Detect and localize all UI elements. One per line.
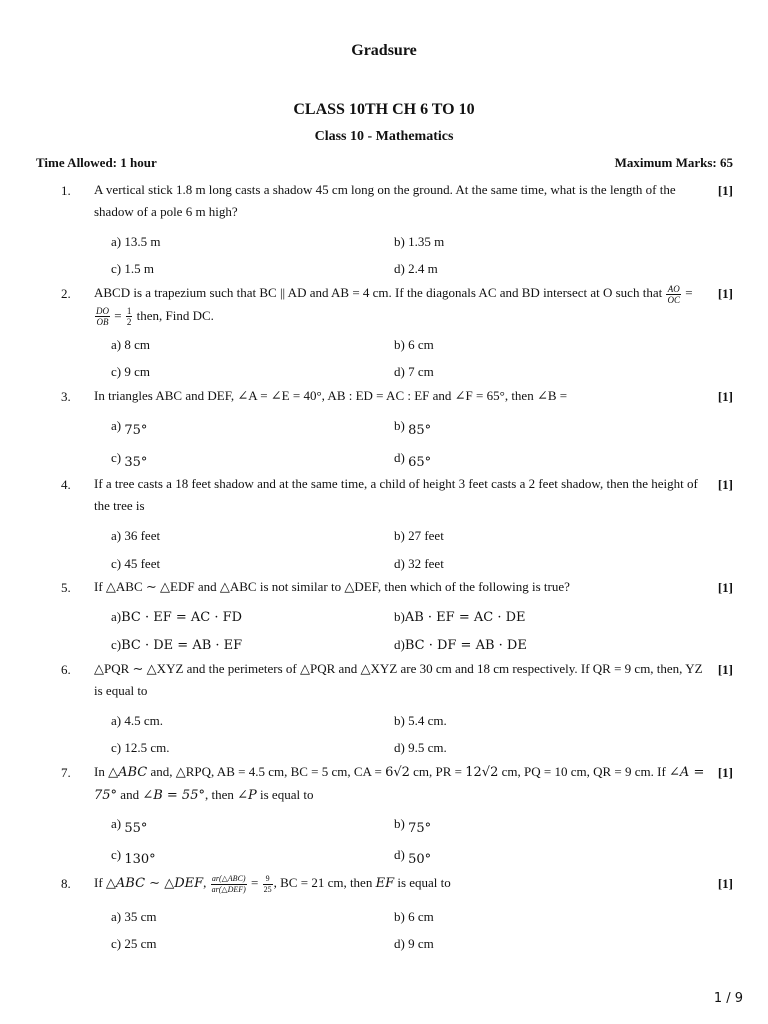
brand-name: Gradsure (351, 42, 417, 59)
option-d: d) 65° (394, 450, 432, 470)
option-a: a) 35 cm (111, 909, 157, 924)
question-marks: [1] (717, 286, 733, 301)
question-marks: [1] (717, 389, 733, 404)
question-number: 8. (61, 876, 71, 891)
option-c: c)BC · DE = AB · EF (111, 637, 243, 653)
option-b: b) 1.35 m (394, 234, 445, 249)
question-marks: [1] (717, 876, 733, 891)
question-text-post: then, Find DC. (136, 307, 214, 323)
fraction-nine-25: $\frac{9}{25}$ (263, 873, 272, 894)
question-text: ABCD is a trapezium such that BC || AD and AB = 4 cm. If the diagonals AC and BD intersect at O such that $\frac{AO}{OC}$ = $\frac{DO}{OB}$ = $\frac{1}{2}$ then, Find DC. (94, 283, 693, 328)
option-c: c) 12.5 cm. (111, 740, 170, 755)
option-b: b) 6 cm (394, 337, 434, 352)
time-allowed: Time Allowed: 1 hour (36, 155, 157, 170)
option-c: c) 130° (111, 847, 156, 867)
question-text-pre: ABCD is a trapezium such that BC || AD and AB = 4 cm. If the diagonals AC and BD intersect at O such that (94, 285, 663, 300)
option-c: c) 9 cm (111, 364, 150, 379)
question-marks: [1] (717, 183, 733, 198)
fraction-half: $\frac{1}{2}$ (126, 306, 132, 328)
option-d: d) 2.4 m (394, 261, 438, 276)
option-c: c) 35° (111, 450, 148, 470)
question-text: △PQR ∼ △XYZ and the perimeters of △PQR and △XYZ are 30 cm and 18 cm respectively. If QR = 9 cm, then, YZ is equal to (94, 661, 703, 698)
question-text: In triangles ABC and DEF, ∠A = ∠E = 40°, AB : ED = AC : EF and ∠F = 65°, then ∠B = (94, 388, 568, 403)
fraction-area-ratio: $\frac{\text{ar(△ABC)}}{\text{ar(△DEF)}}$ (211, 873, 246, 894)
maximum-marks: Maximum Marks: 65 (614, 155, 733, 170)
question-number: 1. (61, 183, 71, 198)
option-b: b) 85° (394, 418, 432, 438)
question-number: 7. (61, 765, 71, 780)
question-text: A vertical stick 1.8 m long casts a shadow 45 cm long on the ground. At the same time, what is the length of the shadow of a pole 6 m high? (94, 182, 676, 219)
option-a: a) 13.5 m (111, 234, 161, 249)
option-d: d) 9 cm (394, 936, 434, 951)
question-number: 2. (61, 286, 71, 301)
question-number: 4. (61, 477, 71, 492)
question-number: 6. (61, 662, 71, 677)
option-d: d)BC · DF = AB · DE (394, 637, 527, 653)
question-text: If △ABC ∼ △EDF and △ABC is not similar to △DEF, then which of the following is true? (94, 579, 570, 594)
option-d: d) 7 cm (394, 364, 434, 379)
option-c: c) 25 cm (111, 936, 157, 951)
option-c: c) 1.5 m (111, 261, 154, 276)
paper-subtitle: Class 10 - Mathematics (314, 129, 454, 144)
option-a: a) 8 cm (111, 337, 150, 352)
question-marks: [1] (717, 580, 733, 595)
option-b: b) 27 feet (394, 528, 444, 543)
option-d: d) 50° (394, 847, 432, 867)
question-number: 3. (61, 389, 71, 404)
page-number: 1 / 9 (713, 991, 743, 1006)
question-marks: [1] (717, 765, 733, 780)
question-text: If △ABC ∼ △DEF, $\frac{\text{ar(△ABC)}}{\text{ar(△DEF)}}$ = $\frac{9}{25}$ , BC = 21 cm, then EF is equal to (94, 873, 451, 894)
option-d: d) 9.5 cm. (394, 740, 447, 755)
paper-title: CLASS 10TH CH 6 TO 10 (293, 101, 475, 118)
option-b: b) 75° (394, 816, 432, 836)
question-marks: [1] (717, 662, 733, 677)
option-b: b) 5.4 cm. (394, 713, 447, 728)
option-a: a) 4.5 cm. (111, 713, 163, 728)
fraction-ao-oc: $\frac{AO}{OC}$ (667, 283, 680, 305)
option-a: a)BC · EF = AC · FD (111, 609, 243, 625)
question-marks: [1] (717, 477, 733, 492)
option-c: c) 45 feet (111, 556, 161, 571)
question-text: In △ABC and, △RPQ, AB = 4.5 cm, BC = 5 cm, CA = 6√2 cm, PR = 12√2 cm, PQ = 10 cm, QR = 9 cm. If ∠A = 75° and ∠B = 55°, then ∠P is equal to (94, 764, 705, 803)
option-b: b)AB · EF = AC · DE (394, 609, 526, 625)
question-number: 5. (61, 580, 71, 595)
option-b: b) 6 cm (394, 909, 434, 924)
question-text: If a tree casts a 18 feet shadow and at the same time, a child of height 3 feet casts a 2 feet shadow, then the height of the tree is (94, 476, 698, 513)
option-a: a) 55° (111, 816, 148, 836)
option-d: d) 32 feet (394, 556, 444, 571)
option-a: a) 75° (111, 418, 148, 438)
option-a: a) 36 feet (111, 528, 161, 543)
fraction-do-ob: $\frac{DO}{OB}$ (96, 306, 109, 328)
